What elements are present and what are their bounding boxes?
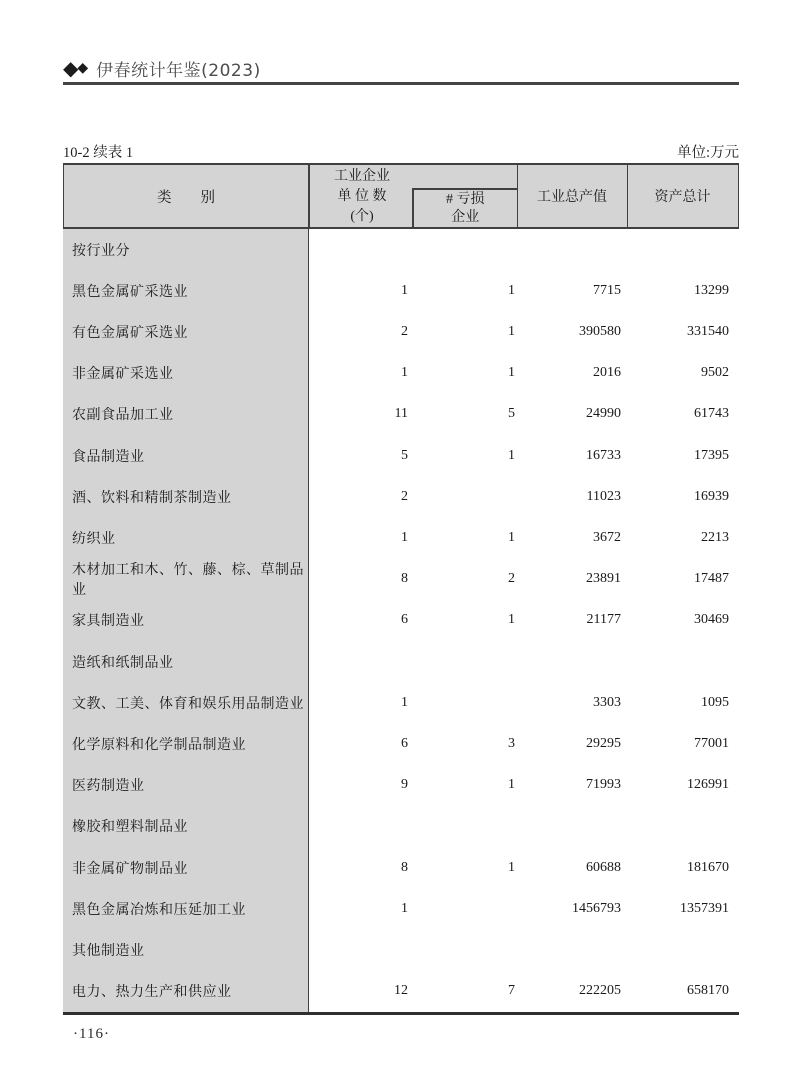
statistics-table [63, 163, 739, 1015]
assets-cell: 2213 [701, 530, 729, 546]
table-row [63, 682, 739, 723]
table-row [63, 270, 739, 311]
category-cell: 纺织业 [72, 532, 116, 548]
category-cell: 按行业分 [72, 243, 130, 259]
units-cell: 8 [401, 859, 408, 875]
output-cell: 21177 [586, 612, 621, 628]
yearbook-title: 伊春统计年鉴(2023) [96, 60, 261, 81]
table-row [63, 929, 739, 970]
header-loss-line1: # 亏损 [446, 192, 485, 207]
assets-cell: 9502 [701, 365, 729, 381]
units-cell: 12 [394, 983, 408, 999]
category-cell: 造纸和纸制品业 [72, 655, 174, 671]
table-row [63, 765, 739, 806]
loss-cell: 1 [508, 447, 515, 463]
output-cell: 3672 [593, 530, 621, 546]
diamond-icon-small: ◆ [77, 60, 89, 76]
category-cell: 酒、饮料和精制茶制造业 [72, 490, 232, 506]
output-cell: 29295 [586, 736, 621, 752]
output-cell: 390580 [579, 324, 621, 339]
assets-cell: 30469 [694, 612, 729, 628]
assets-cell: 1095 [701, 694, 729, 710]
table-row [63, 229, 739, 270]
brand-header [63, 54, 261, 82]
loss-cell: 1 [508, 324, 515, 339]
output-cell: 23891 [586, 571, 621, 587]
category-cell: 有色金属矿采选业 [72, 326, 188, 341]
output-cell: 71993 [586, 777, 621, 793]
category-cell: 非金属矿采选业 [72, 367, 174, 383]
units-cell: 1 [401, 530, 408, 546]
assets-cell: 61743 [694, 406, 729, 422]
units-cell: 1 [401, 900, 408, 916]
table-caption-row [63, 141, 739, 162]
assets-cell: 1357391 [680, 900, 729, 916]
table-row [63, 517, 739, 558]
header-units-line2: 单 位 数 [337, 189, 387, 204]
table-row [63, 435, 739, 476]
units-cell: 1 [401, 694, 408, 710]
table-row [63, 311, 739, 352]
table-row [63, 888, 739, 929]
loss-cell: 5 [508, 406, 515, 422]
units-cell: 5 [401, 447, 408, 463]
loss-cell: 1 [508, 612, 515, 628]
output-cell: 2016 [593, 365, 621, 381]
unit-label: 单位:万元 [676, 145, 739, 161]
units-cell: 6 [401, 612, 408, 628]
table-row [63, 353, 739, 394]
page-number: ·116· [73, 1026, 110, 1042]
table-row [63, 971, 739, 1012]
output-cell: 222205 [579, 983, 621, 999]
table-row [63, 394, 739, 435]
loss-cell: 2 [508, 571, 515, 587]
category-cell: 橡胶和塑料制品业 [72, 820, 188, 836]
assets-cell: 126991 [687, 777, 729, 793]
units-cell: 1 [401, 282, 408, 298]
header-units [309, 167, 415, 227]
category-cell: 家具制造业 [72, 614, 145, 630]
output-cell: 24990 [586, 406, 621, 422]
assets-cell: 13299 [694, 282, 729, 298]
category-cell: 非金属矿物制品业 [72, 861, 188, 877]
header-units-line1: 工业企业 [334, 169, 390, 184]
units-cell: 6 [401, 736, 408, 752]
header-loss-line2: 企业 [451, 210, 480, 225]
table-row [63, 476, 739, 517]
header-category: 类 别 [157, 189, 215, 206]
output-cell: 7715 [593, 282, 621, 298]
header-loss-subcolumn [412, 188, 517, 228]
header-units-line3: (个) [350, 209, 374, 224]
category-cell: 文教、工美、体育和娱乐用品制造业 [72, 696, 304, 712]
assets-cell: 77001 [694, 736, 729, 752]
diamond-icon-large: ◆ [63, 56, 79, 80]
table-row [63, 641, 739, 682]
table-row [63, 847, 739, 888]
units-cell: 2 [401, 488, 408, 504]
units-cell: 1 [401, 365, 408, 381]
output-cell: 1456793 [572, 900, 621, 916]
units-cell: 9 [401, 777, 408, 793]
output-cell: 3303 [593, 694, 621, 710]
table-row [63, 559, 739, 600]
category-cell: 食品制造业 [72, 449, 145, 465]
category-cell: 医药制造业 [72, 779, 145, 795]
category-cell: 化学原料和化学制品制造业 [72, 738, 246, 754]
loss-cell: 1 [508, 282, 515, 298]
header-output: 工业总产值 [537, 190, 607, 205]
category-cell: 农副食品加工业 [72, 408, 174, 424]
loss-cell: 1 [508, 365, 515, 381]
assets-cell: 16939 [694, 488, 729, 504]
category-cell: 木材加工和木、竹、藤、棕、草制品业 [72, 563, 304, 599]
output-cell: 11023 [586, 488, 621, 504]
output-cell: 60688 [586, 859, 621, 875]
category-cell: 黑色金属矿采选业 [72, 284, 188, 300]
assets-cell: 331540 [687, 324, 729, 339]
loss-cell: 1 [508, 777, 515, 793]
header-assets: 资产总计 [654, 190, 711, 205]
category-cell: 黑色金属冶炼和压延加工业 [72, 902, 246, 918]
table-body [63, 229, 739, 1015]
assets-cell: 17487 [694, 571, 729, 587]
table-row [63, 600, 739, 641]
units-cell: 8 [401, 571, 408, 587]
loss-cell: 7 [508, 983, 515, 999]
loss-cell: 1 [508, 530, 515, 546]
loss-cell: 3 [508, 736, 515, 752]
units-cell: 11 [394, 406, 408, 422]
header-rule [63, 82, 739, 85]
output-cell: 16733 [586, 447, 621, 463]
assets-cell: 658170 [687, 983, 729, 999]
units-cell: 2 [401, 324, 408, 339]
assets-cell: 17395 [694, 447, 729, 463]
table-row [63, 723, 739, 764]
category-cell: 电力、热力生产和供应业 [72, 985, 232, 1001]
assets-cell: 181670 [687, 859, 729, 875]
table-row [63, 806, 739, 847]
table-continuation-label: 10-2 续表 1 [63, 145, 134, 161]
table-header [63, 163, 739, 229]
loss-cell: 1 [508, 859, 515, 875]
category-cell: 其他制造业 [72, 944, 145, 960]
